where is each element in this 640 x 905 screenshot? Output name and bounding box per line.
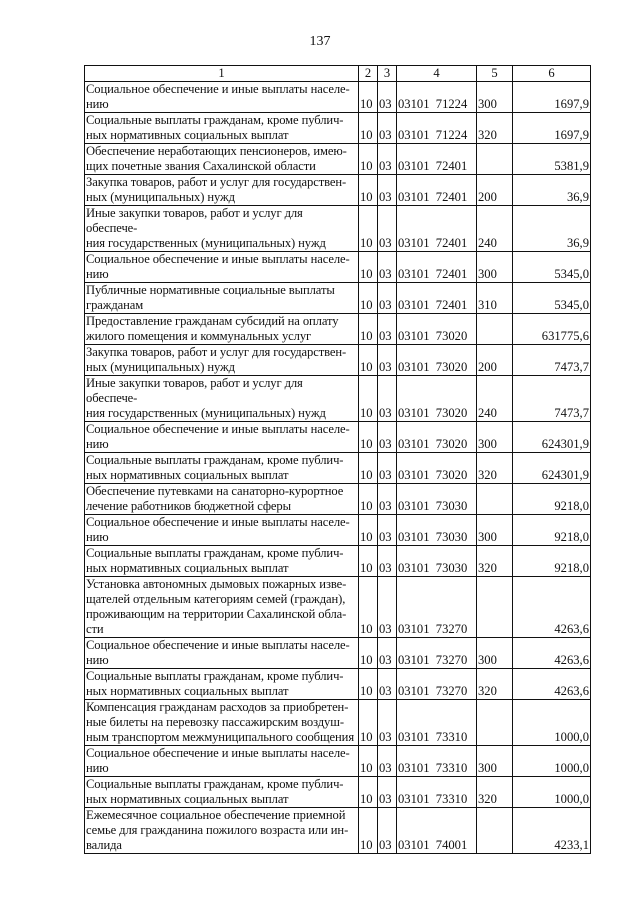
row-subsection: 03	[378, 376, 397, 422]
row-amount: 9218,0	[513, 515, 591, 546]
row-amount: 1697,9	[513, 82, 591, 113]
row-description	[85, 422, 359, 453]
table-row	[85, 515, 591, 546]
row-description	[85, 546, 359, 577]
row-expense-type: 320	[477, 777, 513, 808]
row-target-code: 03101 73020	[397, 422, 477, 453]
row-subsection: 03	[378, 422, 397, 453]
table-row	[85, 345, 591, 376]
row-expense-type	[477, 144, 513, 175]
row-expense-type: 300	[477, 746, 513, 777]
description-line: ных нормативных социальных выплат	[86, 561, 289, 575]
description-line: нию	[86, 437, 109, 451]
row-description	[85, 453, 359, 484]
description-line: Закупка товаров, работ и услуг для государствен-	[86, 345, 347, 359]
row-section: 10	[359, 777, 378, 808]
description-line: Публичные нормативные социальные выплаты	[86, 283, 335, 297]
row-expense-type: 300	[477, 515, 513, 546]
row-target-code: 03101 73020	[397, 376, 477, 422]
row-section: 10	[359, 808, 378, 854]
table-row	[85, 206, 591, 252]
row-section: 10	[359, 206, 378, 252]
description-line: семье для гражданина пожилого возраста или ин-	[86, 823, 349, 837]
table-header-row	[85, 66, 591, 82]
page-number: 137	[309, 34, 331, 49]
row-description	[85, 144, 359, 175]
description-line: Компенсация гражданам расходов за приобретен-	[86, 700, 349, 714]
description-line: Иные закупки товаров, работ и услуг для обеспече-	[86, 206, 303, 235]
row-target-code: 03101 72401	[397, 252, 477, 283]
description-line: ным транспортом межмуниципального сообщения	[86, 730, 355, 744]
row-amount: 1000,0	[513, 746, 591, 777]
row-target-code: 03101 73020	[397, 345, 477, 376]
header-col-5: 5	[477, 66, 513, 82]
description-line: Социальные выплаты гражданам, кроме публич-	[86, 777, 344, 791]
row-section: 10	[359, 484, 378, 515]
row-description	[85, 777, 359, 808]
row-subsection: 03	[378, 206, 397, 252]
description-line: нию	[86, 530, 109, 544]
row-section: 10	[359, 515, 378, 546]
row-description	[85, 113, 359, 144]
row-section: 10	[359, 345, 378, 376]
row-section: 10	[359, 376, 378, 422]
row-section: 10	[359, 638, 378, 669]
row-amount: 5381,9	[513, 144, 591, 175]
row-section: 10	[359, 746, 378, 777]
description-line: Установка автономных дымовых пожарных изве-	[86, 577, 347, 591]
row-description	[85, 175, 359, 206]
row-subsection: 03	[378, 700, 397, 746]
description-line: Социальное обеспечение и иные выплаты населе-	[86, 515, 350, 529]
row-description	[85, 82, 359, 113]
row-target-code: 03101 71224	[397, 113, 477, 144]
row-target-code: 03101 73310	[397, 777, 477, 808]
row-subsection: 03	[378, 638, 397, 669]
header-col-6: 6	[513, 66, 591, 82]
description-line: ния государственных (муниципальных) нужд	[86, 236, 326, 250]
description-line: Обеспечение путевками на санаторно-курортное	[86, 484, 344, 498]
row-section: 10	[359, 252, 378, 283]
row-description	[85, 700, 359, 746]
row-target-code: 03101 73310	[397, 746, 477, 777]
row-amount: 4263,6	[513, 577, 591, 638]
row-section: 10	[359, 283, 378, 314]
row-target-code: 03101 73030	[397, 515, 477, 546]
row-section: 10	[359, 175, 378, 206]
row-expense-type	[477, 314, 513, 345]
row-description	[85, 376, 359, 422]
row-expense-type	[477, 700, 513, 746]
row-section: 10	[359, 700, 378, 746]
table-row	[85, 746, 591, 777]
row-description	[85, 314, 359, 345]
description-line: Социальные выплаты гражданам, кроме публич-	[86, 669, 344, 683]
description-line: Социальные выплаты гражданам, кроме публич-	[86, 113, 344, 127]
description-line: ных нормативных социальных выплат	[86, 684, 289, 698]
row-subsection: 03	[378, 314, 397, 345]
row-amount: 624301,9	[513, 422, 591, 453]
row-target-code: 03101 73030	[397, 484, 477, 515]
row-amount: 4263,6	[513, 669, 591, 700]
row-target-code: 03101 73270	[397, 638, 477, 669]
row-amount: 4233,1	[513, 808, 591, 854]
row-subsection: 03	[378, 345, 397, 376]
header-col-1: 1	[85, 66, 359, 82]
table-row	[85, 113, 591, 144]
table-row	[85, 808, 591, 854]
row-description	[85, 746, 359, 777]
description-line: проживающим на территории Сахалинской обла-	[86, 607, 347, 621]
row-description	[85, 808, 359, 854]
row-section: 10	[359, 453, 378, 484]
row-expense-type	[477, 577, 513, 638]
table-row	[85, 484, 591, 515]
row-amount: 624301,9	[513, 453, 591, 484]
row-description	[85, 345, 359, 376]
description-line: нию	[86, 267, 109, 281]
row-description	[85, 515, 359, 546]
row-amount: 1000,0	[513, 777, 591, 808]
table-row	[85, 144, 591, 175]
description-line: Социальное обеспечение и иные выплаты населе-	[86, 422, 350, 436]
table-row	[85, 376, 591, 422]
row-target-code: 03101 73030	[397, 546, 477, 577]
row-amount: 36,9	[513, 206, 591, 252]
description-line: ных (муниципальных) нужд	[86, 360, 235, 374]
row-description	[85, 252, 359, 283]
row-amount: 9218,0	[513, 484, 591, 515]
description-line: нию	[86, 97, 109, 111]
row-amount: 7473,7	[513, 376, 591, 422]
header-col-4: 4	[397, 66, 477, 82]
row-expense-type: 200	[477, 345, 513, 376]
table-row	[85, 669, 591, 700]
row-description	[85, 283, 359, 314]
row-amount: 36,9	[513, 175, 591, 206]
description-line: ных нормативных социальных выплат	[86, 468, 289, 482]
description-line: Социальное обеспечение и иные выплаты населе-	[86, 82, 350, 96]
row-target-code: 03101 73020	[397, 453, 477, 484]
row-description	[85, 484, 359, 515]
row-section: 10	[359, 669, 378, 700]
header-col-3: 3	[378, 66, 397, 82]
description-line: нию	[86, 653, 109, 667]
table-row	[85, 700, 591, 746]
row-subsection: 03	[378, 252, 397, 283]
row-expense-type: 300	[477, 638, 513, 669]
table-row	[85, 82, 591, 113]
row-target-code: 03101 73270	[397, 669, 477, 700]
row-section: 10	[359, 144, 378, 175]
table-row	[85, 252, 591, 283]
row-subsection: 03	[378, 777, 397, 808]
table-row	[85, 422, 591, 453]
description-line: Социальное обеспечение и иные выплаты населе-	[86, 252, 350, 266]
row-section: 10	[359, 577, 378, 638]
description-line: ния государственных (муниципальных) нужд	[86, 406, 326, 420]
row-section: 10	[359, 113, 378, 144]
description-line: ных нормативных социальных выплат	[86, 128, 289, 142]
row-expense-type: 320	[477, 669, 513, 700]
row-section: 10	[359, 314, 378, 345]
row-expense-type: 300	[477, 252, 513, 283]
description-line: Социальное обеспечение и иные выплаты населе-	[86, 638, 350, 652]
row-expense-type: 300	[477, 82, 513, 113]
row-subsection: 03	[378, 669, 397, 700]
row-target-code: 03101 74001	[397, 808, 477, 854]
table-body	[85, 66, 591, 854]
table-row	[85, 314, 591, 345]
description-line: ных (муниципальных) нужд	[86, 190, 235, 204]
row-expense-type: 320	[477, 113, 513, 144]
header-col-2: 2	[359, 66, 378, 82]
row-amount: 5345,0	[513, 283, 591, 314]
description-line: Ежемесячное социальное обеспечение приемной	[86, 808, 346, 822]
row-subsection: 03	[378, 484, 397, 515]
row-target-code: 03101 73020	[397, 314, 477, 345]
row-description	[85, 669, 359, 700]
row-target-code: 03101 73270	[397, 577, 477, 638]
table-row	[85, 777, 591, 808]
description-line: Социальные выплаты гражданам, кроме публич-	[86, 546, 344, 560]
row-subsection: 03	[378, 144, 397, 175]
table-row	[85, 638, 591, 669]
row-target-code: 03101 73310	[397, 700, 477, 746]
table-row	[85, 577, 591, 638]
description-line: Иные закупки товаров, работ и услуг для обеспече-	[86, 376, 303, 405]
description-line: валида	[86, 838, 122, 852]
row-subsection: 03	[378, 283, 397, 314]
row-subsection: 03	[378, 515, 397, 546]
row-amount: 631775,6	[513, 314, 591, 345]
row-target-code: 03101 72401	[397, 175, 477, 206]
row-subsection: 03	[378, 808, 397, 854]
row-expense-type: 310	[477, 283, 513, 314]
row-expense-type: 320	[477, 453, 513, 484]
budget-table	[84, 65, 591, 854]
description-line: нию	[86, 761, 109, 775]
description-line: сти	[86, 622, 104, 636]
row-section: 10	[359, 546, 378, 577]
description-line: лечение работников бюджетной сферы	[86, 499, 291, 513]
row-description	[85, 206, 359, 252]
description-line: щих почетные звания Сахалинской области	[86, 159, 316, 173]
description-line: ных нормативных социальных выплат	[86, 792, 289, 806]
description-line: щателей отдельным категориям семей (граждан),	[86, 592, 346, 606]
row-amount: 5345,0	[513, 252, 591, 283]
row-expense-type: 300	[477, 422, 513, 453]
table-row	[85, 175, 591, 206]
row-expense-type	[477, 808, 513, 854]
table-row	[85, 453, 591, 484]
row-amount: 1000,0	[513, 700, 591, 746]
row-subsection: 03	[378, 175, 397, 206]
description-line: ные билеты на перевозку пассажирским воздуш-	[86, 715, 344, 729]
row-amount: 4263,6	[513, 638, 591, 669]
description-line: гражданам	[86, 298, 144, 312]
row-amount: 9218,0	[513, 546, 591, 577]
row-target-code: 03101 72401	[397, 206, 477, 252]
row-expense-type: 320	[477, 546, 513, 577]
table-row	[85, 546, 591, 577]
row-subsection: 03	[378, 546, 397, 577]
row-subsection: 03	[378, 113, 397, 144]
row-section: 10	[359, 82, 378, 113]
description-line: Предоставление гражданам субсидий на оплату	[86, 314, 339, 328]
row-description	[85, 577, 359, 638]
row-subsection: 03	[378, 577, 397, 638]
description-line: Закупка товаров, работ и услуг для государствен-	[86, 175, 347, 189]
description-line: Социальное обеспечение и иные выплаты населе-	[86, 746, 350, 760]
description-line: Обеспечение неработающих пенсионеров, имею-	[86, 144, 347, 158]
row-expense-type	[477, 484, 513, 515]
row-section: 10	[359, 422, 378, 453]
row-expense-type: 240	[477, 206, 513, 252]
table-row	[85, 283, 591, 314]
row-expense-type: 240	[477, 376, 513, 422]
row-target-code: 03101 72401	[397, 144, 477, 175]
row-subsection: 03	[378, 746, 397, 777]
row-description	[85, 638, 359, 669]
row-subsection: 03	[378, 453, 397, 484]
description-line: жилого помещения и коммунальных услуг	[86, 329, 312, 343]
row-target-code: 03101 71224	[397, 82, 477, 113]
row-amount: 1697,9	[513, 113, 591, 144]
row-expense-type: 200	[477, 175, 513, 206]
description-line: Социальные выплаты гражданам, кроме публич-	[86, 453, 344, 467]
row-target-code: 03101 72401	[397, 283, 477, 314]
row-subsection: 03	[378, 82, 397, 113]
row-amount: 7473,7	[513, 345, 591, 376]
